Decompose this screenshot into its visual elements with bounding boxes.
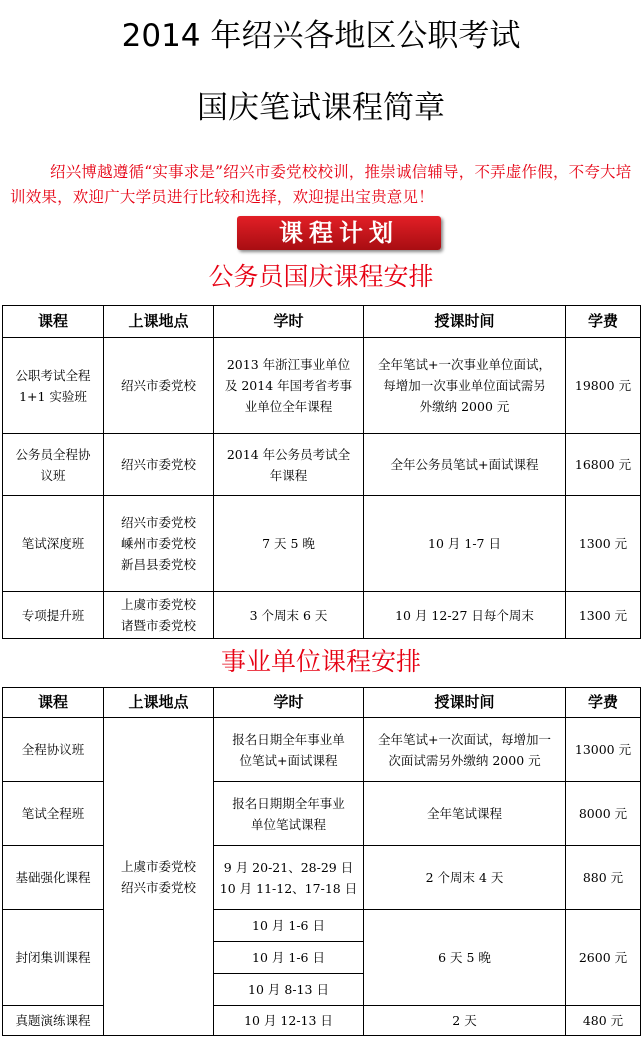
course-cell: 公务员全程协 议班 [3, 434, 104, 496]
fee-cell: 1300 元 [566, 592, 641, 639]
hours-cell: 10 月 12-13 日 [214, 1006, 364, 1036]
hours-cell: 2013 年浙江事业单位 及 2014 年国考省考事 业单位全年课程 [214, 338, 364, 434]
hours-cell: 报名日期期全年事业 单位笔试课程 [214, 782, 364, 846]
location-cell: 绍兴市委党校 [104, 434, 214, 496]
course-cell: 真题演练课程 [3, 1006, 104, 1036]
course-cell: 笔试全程班 [3, 782, 104, 846]
col-header-time: 授课时间 [364, 688, 566, 718]
course-cell: 封闭集训课程 [3, 910, 104, 1006]
course-cell: 基础强化课程 [3, 846, 104, 910]
course-cell: 全程协议班 [3, 718, 104, 782]
hours-cell: 10 月 8-13 日 [214, 974, 364, 1006]
col-header-location: 上课地点 [104, 306, 214, 338]
time-cell: 全年笔试+一次事业单位面试， 每增加一次事业单位面试需另 外缴纳 2000 元 [364, 338, 566, 434]
hours-cell: 9 月 20-21、28-29 日 10 月 11-12、17-18 日 [214, 846, 364, 910]
hours-cell: 10 月 1-6 日 [214, 942, 364, 974]
hours-cell: 10 月 1-6 日 [214, 910, 364, 942]
table-row [3, 782, 641, 846]
col-header-fee: 学费 [566, 688, 641, 718]
time-cell: 10 月 12-27 日每个周末 [364, 592, 566, 639]
hours-cell: 2014 年公务员考试全 年课程 [214, 434, 364, 496]
time-cell: 全年公务员笔试+面试课程 [364, 434, 566, 496]
fee-cell: 16800 元 [566, 434, 641, 496]
fee-cell: 1300 元 [566, 496, 641, 592]
public-institution-table [2, 687, 641, 1036]
col-header-time: 授课时间 [364, 306, 566, 338]
course-plan-banner: 课程计划 [237, 216, 441, 250]
time-cell: 全年笔试+一次面试，每增加一 次面试需另外缴纳 2000 元 [364, 718, 566, 782]
course-cell: 笔试深度班 [3, 496, 104, 592]
page-title-line1: 2014 年绍兴各地区公职考试 [121, 18, 521, 54]
table-row [3, 846, 641, 910]
location-cell: 上虞市委党校 绍兴市委党校 [104, 718, 214, 1036]
fee-cell: 13000 元 [566, 718, 641, 782]
fee-cell: 19800 元 [566, 338, 641, 434]
public-institution-section-title: 事业单位课程安排 [220, 647, 421, 676]
location-cell: 绍兴市委党校 [104, 338, 214, 434]
course-cell: 公职考试全程 1+1 实验班 [3, 338, 104, 434]
course-cell: 专项提升班 [3, 592, 104, 639]
fee-cell: 480 元 [566, 1006, 641, 1036]
table-row [3, 718, 641, 782]
col-header-location: 上课地点 [104, 688, 214, 718]
hours-cell: 报名日期全年事业单 位笔试+面试课程 [214, 718, 364, 782]
col-header-hours: 学时 [214, 688, 364, 718]
fee-cell: 8000 元 [566, 782, 641, 846]
location-cell: 上虞市委党校 诸暨市委党校 [104, 592, 214, 639]
col-header-course: 课程 [3, 688, 104, 718]
civil-service-table [2, 305, 641, 639]
page-title-line2: 国庆笔试课程简章 [197, 90, 445, 126]
col-header-course: 课程 [3, 306, 104, 338]
fee-cell: 880 元 [566, 846, 641, 910]
time-cell: 2 个周末 4 天 [364, 846, 566, 910]
col-header-fee: 学费 [566, 306, 641, 338]
time-cell: 2 天 [364, 1006, 566, 1036]
time-cell: 10 月 1-7 日 [364, 496, 566, 592]
civil-service-section-title: 公务员国庆课程安排 [208, 262, 434, 291]
hours-cell: 3 个周末 6 天 [214, 592, 364, 639]
hours-cell: 7 天 5 晚 [214, 496, 364, 592]
fee-cell: 2600 元 [566, 910, 641, 1006]
table-row [3, 434, 641, 496]
time-cell: 全年笔试课程 [364, 782, 566, 846]
table-row [3, 910, 641, 942]
time-cell: 6 天 5 晚 [364, 910, 566, 1006]
table-row [3, 338, 641, 434]
location-cell: 绍兴市委党校 嵊州市委党校 新昌县委党校 [104, 496, 214, 592]
intro-paragraph: 绍兴博越遵循“实事求是”绍兴市委党校校训，推崇诚信辅导，不弄虚作假，不夸大培训效果，欢迎广大学员进行比较和选择，欢迎提出宝贵意见！ [10, 163, 632, 206]
table-row [3, 1006, 641, 1036]
col-header-hours: 学时 [214, 306, 364, 338]
table-row [3, 496, 641, 592]
table-row [3, 592, 641, 639]
